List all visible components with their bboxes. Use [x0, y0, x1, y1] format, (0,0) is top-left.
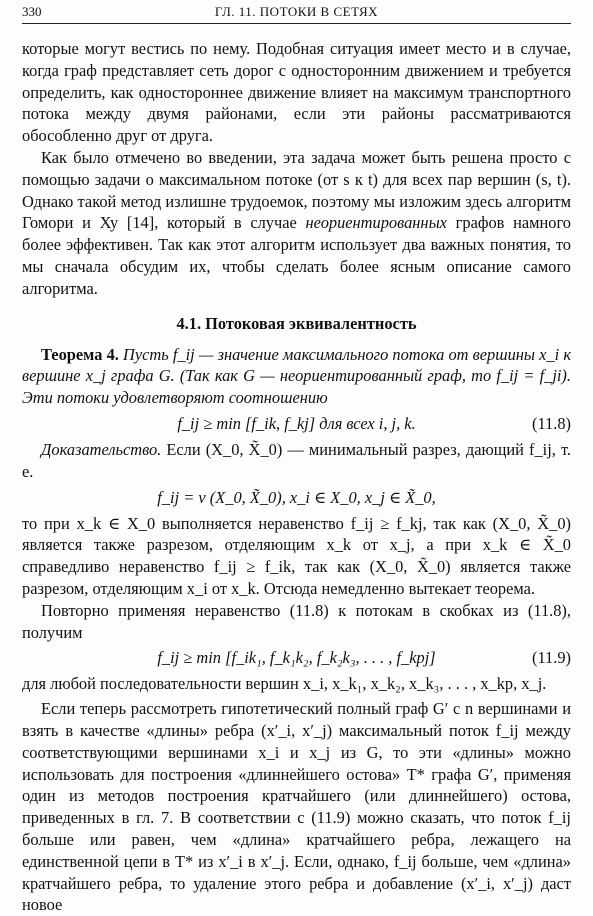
theorem-label: Теорема 4. [41, 344, 119, 364]
formula-cut-body: f_ij = v (X_0, X̃_0), x_i ∈ X_0, x_j ∈ X̃_0, [157, 487, 436, 507]
formula-11-8-body: f_ij ≥ min [f_ik, f_kj] для всех i, j, k. [177, 413, 416, 433]
formula-11-9-body: f_ij ≥ min [f_ik₁, f_k₁k₂, f_k₂k₃, . . . , f_kpj] [157, 648, 436, 668]
paragraph-introduction [22, 147, 571, 300]
theorem-statement [22, 344, 571, 409]
running-header [22, 3, 571, 24]
paragraph-hypothetical-graph: Если теперь рассмотреть гипотетический полный граф G′ с n вершинами и взять в качестве «длины» ребра (x′_i, x′_j) максимальный поток f_ij между соответствующими вершинами x_i и x_j из G, то эти «длины» можно использовать для построения «длиннейшего остова» T* графа G′, применяя один из методов построения кратчайшего (или длиннейшего) остова, приведенных в гл. 7. В соответствии с (11.9) можно сказать, что поток f_ij больше или равен, чем «длина» кратчайшего ребра, лежащего на единственной цепи в T* из x′_i в x′_j. Если, однако, f_ij больше, чем «длина» кратчайшего ребра, то удаление этого ребра и добавление (x′_i, x′_j) даст новое [22, 699, 571, 915]
proof-statement [22, 439, 571, 483]
paragraph-introduction-part-1: Как было отмечено во введении, эта задача может быть решена просто с помощью задачи о максимальном потоке (от s к t) для всех пар вершин (s, t). Однако такой метод излишне трудоемок, поэтому мы изложим здесь алгоритм Гомори и Ху [14], который в случае [22, 147, 571, 233]
formula-cut [22, 483, 571, 513]
running-title: ГЛ. 11. ПОТОКИ В СЕТЯХ [214, 4, 379, 19]
paragraph-sequence: для любой последовательности вершин x_i, x_k₁, x_k₂, x_k₃, . . . , x_kp, x_j. [22, 674, 547, 694]
formula-11-8-number: (11.8) [532, 413, 571, 433]
paragraph-repeat: Повторно применяя неравенство (11.8) к потокам в скобках из (11.8), получим [22, 600, 571, 642]
formula-11-9-number: (11.9) [532, 648, 571, 668]
formula-11-8 [22, 409, 571, 439]
page-number: 330 [22, 4, 42, 19]
proof-label: Доказательство. [41, 439, 162, 459]
formula-11-9 [22, 643, 571, 673]
proof-body: Если (X_0, X̃_0) — минимальный разрез, дающий f_ij, т. е. [22, 439, 571, 481]
paragraph-continuation: которые могут вестись по нему. Подобная ситуация имеет место и в случае, когда граф представляет сеть дорог с односторонним движением и требуется определить, как одностороннее движение влияет на максимум транспортного потока между двумя районами, если эти районы рассматриваются обособленно друг от друга. [22, 39, 571, 146]
paragraph-proof-conclusion: то при x_k ∈ X_0 выполняется неравенство f_ij ≥ f_kj, так как (X_0, X̃_0) является также разрезом, отделяющим x_k от x_j, а при x_k ∈ X̃_0 справедливо неравенство f_ij ≥ f_ik, так как (X_0, X̃_0) является также разрезом, отделяющим x_i от x_k. Отсюда немедленно вытекает теорема. [22, 513, 571, 598]
paragraph-introduction-emphasis: неориентированных [305, 213, 447, 233]
section-title: 4.1. Потоковая эквивалентность [176, 313, 417, 333]
paragraph-introduction-part-2: графов намного более эффективен. Так как этот алгоритм использует два важных понятия, то мы сначала обсудим их, чтобы сделать более ясным описание самого алгоритма. [22, 213, 571, 298]
theorem-body: Пусть f_ij — значение максимального потока от вершины x_i к вершине x_j графа G. (Так как G — неориентированный граф, то f_ij = f_ji). Эти потоки удовлетворяют соотношению [22, 344, 571, 408]
